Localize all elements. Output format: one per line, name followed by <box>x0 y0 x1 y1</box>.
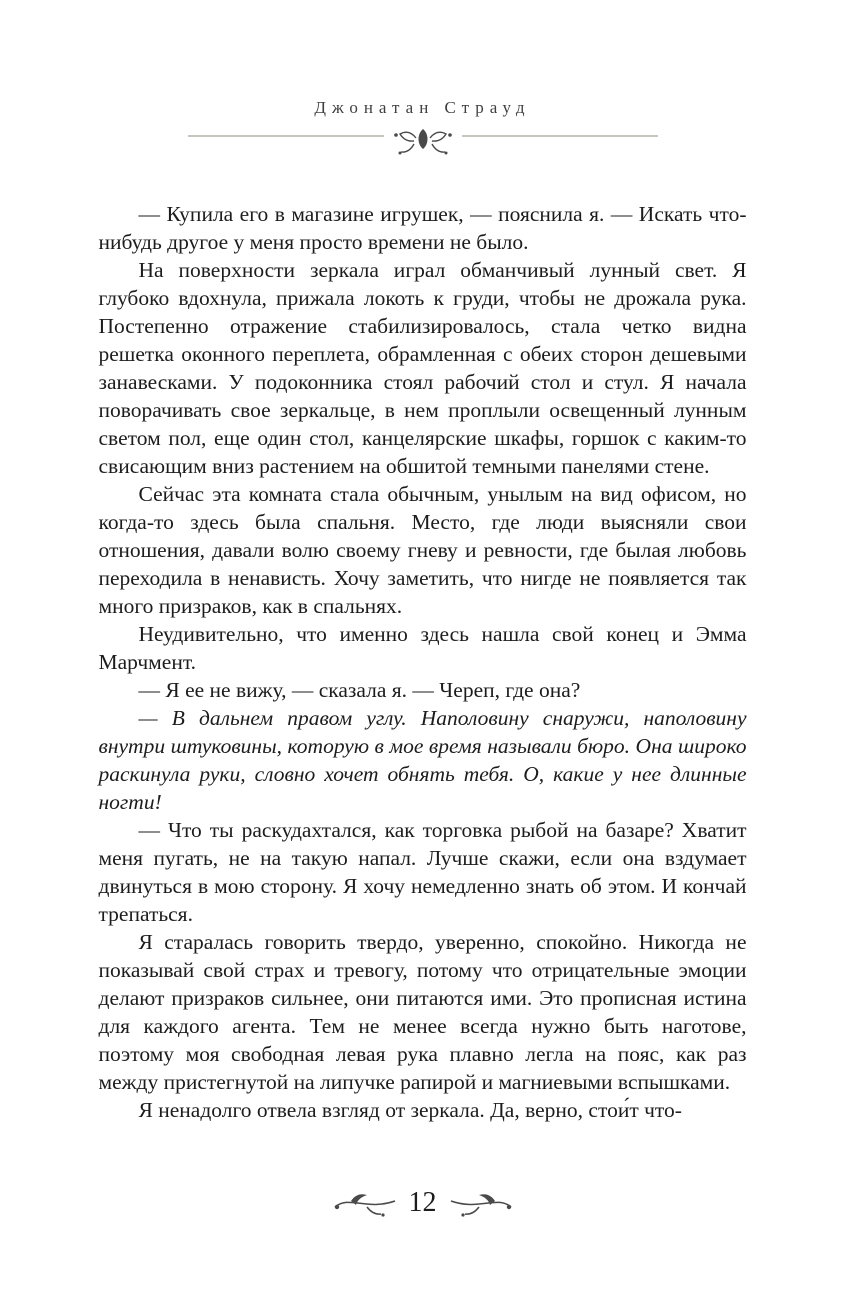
footer-flourish-right-icon <box>449 1185 513 1221</box>
author-name: Джонатан Страуд <box>314 98 531 117</box>
footer-flourish-left-icon <box>333 1185 397 1221</box>
body-text <box>99 200 747 1124</box>
page-footer <box>0 1185 845 1226</box>
paragraph: Неудивительно, что именно здесь нашла свой конец и Эмма Марчмент. <box>98 622 747 674</box>
paragraph: Сейчас эта комната стала обычным, унылым на вид офисом, но когда-то здесь была спальня. Место, где люди выясняли свои отношения, давали волю своему гневу и ревности, где былая любовь переходила в ненависть. Хочу заметить, что нигде не появляется так много призраков, как в спальнях. <box>98 482 747 618</box>
paragraph: — Купила его в магазине игрушек, — пояснила я. — Искать что-нибудь другое у меня просто времени не было. <box>98 202 747 254</box>
running-header <box>0 0 845 160</box>
paragraph: Я старалась говорить твердо, уверенно, спокойно. Никогда не показывай свой страх и тревогу, потому что отрицательные эмоции делают призраков сильнее, они питаются ими. Это прописная истина для каждого агента. Тем не менее всегда нужно быть наготове, поэтому моя свободная левая рука плавно легла на пояс, как раз между пристегнутой на липучке рапирой и магниевыми вспышками. <box>98 930 747 1094</box>
page-number: 12 <box>408 1187 437 1218</box>
paragraph: На поверхности зеркала играл обманчивый лунный свет. Я глубоко вдохнула, прижала локоть к груди, чтобы не дрожала рука. Постепенно отражение стабилизировалось, стала четко видна решетка оконного переплета, обрамленная с обеих сторон дешевыми занавесками. У подоконника стоял рабочий стол и стул. Я начала поворачивать свое зеркальце, в нем проплыли освещенный лунным светом пол, еще один стол, канцелярские шкафы, горшок с каким-то свисающим вниз растением на обшитой темными панелями стене. <box>98 258 747 478</box>
paragraph: Я ненадолго отвела взгляд от зеркала. Да, верно, стои́т что- <box>138 1098 682 1122</box>
paragraph: — В дальнем правом углу. Наполовину снаружи, наполовину внутри штуковины, которую в мое время называли бюро. Она широко раскинула руки, словно хочет обнять тебя. О, какие у нее длинные ногти! <box>98 706 747 814</box>
paragraph: — Я ее не вижу, — сказала я. — Череп, где она? <box>138 678 581 702</box>
header-rule-ornament-icon <box>188 126 658 160</box>
paragraph: — Что ты раскудахтался, как торговка рыбой на базаре? Хватит меня пугать, не на такую напал. Лучше скажи, если она вздумает двинуться в мою сторону. Я хочу немедленно знать об этом. И кончай трепаться. <box>98 818 747 926</box>
page-number-row <box>333 1185 513 1221</box>
